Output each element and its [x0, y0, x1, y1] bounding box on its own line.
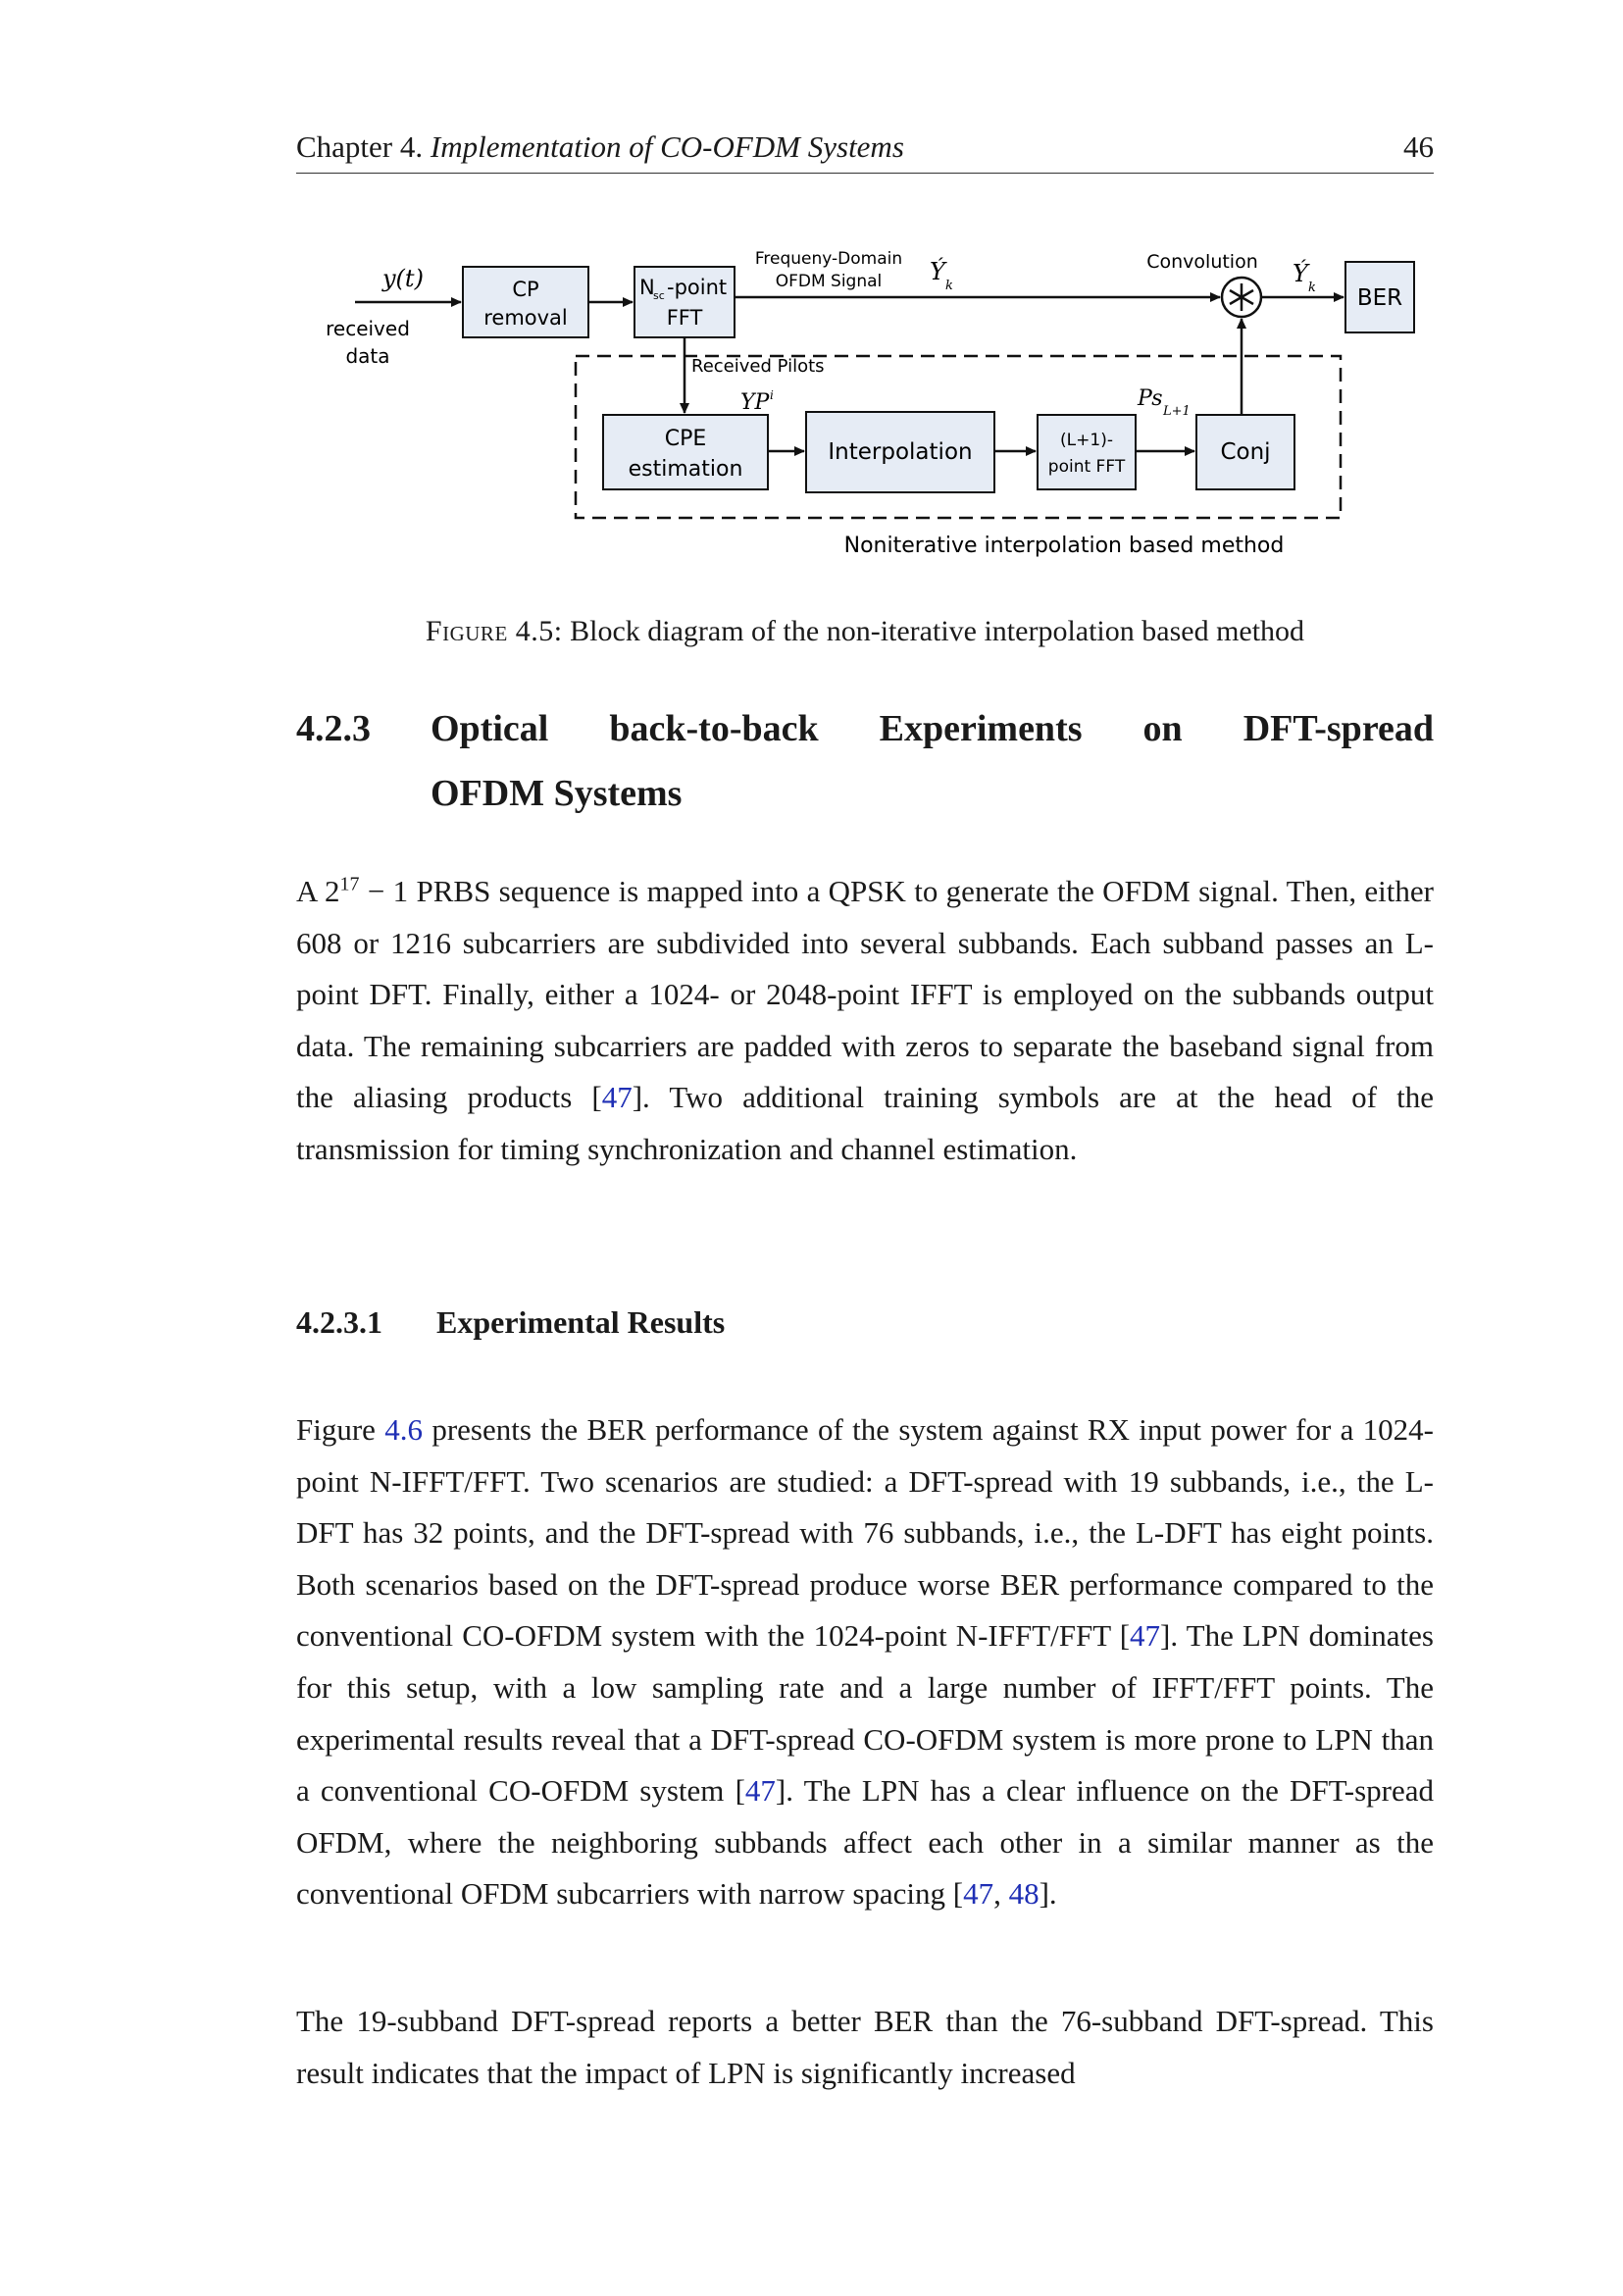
figure-ref-link[interactable]: 4.6: [384, 1412, 424, 1447]
caption-prefix: Figure 4.5:: [425, 615, 563, 647]
yp-sup: i: [770, 388, 774, 402]
received-label-line1: received: [326, 317, 410, 340]
convolution-label: Convolution: [1146, 251, 1258, 273]
y-hat-symbol-2: Ý: [1293, 260, 1308, 287]
chapter-title: Implementation of CO-OFDM Systems: [430, 129, 904, 164]
para2-text-a: Figure: [296, 1412, 385, 1447]
fft-label-line2: FFT: [666, 306, 703, 330]
cp-label-line2: removal: [483, 306, 568, 330]
paragraph-1: [296, 866, 1434, 1176]
para2-text-c: ]. The LPN dominates for this setup, with a low sampling rate and a large number of IFFT/FFT points. The experimental results reveal that a DFT-spread CO-OFDM system is more prone to LPN than a conventional CO-OFDM system [: [296, 1618, 1434, 1809]
para2-text-b: presents the BER performance of the system against RX input power for a 1024-point N-IFFT/FFT. Two scenarios are studied: a DFT-spread with 19 subbands, i.e., the L-DFT has 32 points, and the DFT-spread with 76 subbands, i.e., the L-DFT has eight points. Both scenarios based on the DFT-spread produce worse BER performance compared to the conventional CO-OFDM system with the 1024-point N-IFFT/FFT [: [296, 1412, 1435, 1654]
chapter-heading: [296, 129, 904, 165]
yp-symbol: YP: [740, 390, 770, 415]
para2-text-e: ,: [993, 1876, 1009, 1912]
cpe-label-line1: CPE: [664, 427, 707, 451]
section-title: [431, 696, 1434, 826]
section-number: 4.2.3: [296, 708, 371, 749]
para1-text-b: − 1 PRBS sequence is mapped into a QPSK to generate the OFDM signal. Then, either 608 or 1216 subcarriers are subdivided into several subbands. Each subband passes an L-point DFT. Finally, either a 1024- or 2048-point IFFT is employed on the subbands output data. The remaining subcarriers are padded with zeros to separate the baseband signal from the aliasing products [: [296, 874, 1434, 1115]
running-header: [296, 126, 1434, 174]
conj-label: Conj: [1220, 439, 1271, 465]
citation-link[interactable]: 47: [601, 1080, 633, 1115]
input-signal-label: y(t): [382, 265, 424, 292]
l-plus-1-fft-block: [1038, 415, 1136, 489]
received-label-line2: data: [345, 344, 390, 368]
para1-text-c: ]. Two additional training symbols are at the head of the transmission for timing synchronization and channel estimation.: [296, 1080, 1434, 1166]
y-hat-sub-1: k: [945, 279, 953, 293]
figure-caption: [296, 615, 1434, 648]
subsection-heading: [296, 1304, 1434, 1341]
cp-label-line1: CP: [512, 278, 539, 301]
section-title-line2: OFDM Systems: [431, 773, 683, 814]
ps-symbol: Ps: [1138, 386, 1163, 411]
paragraph-2: [296, 1404, 1434, 1920]
freq-domain-label-line2: OFDM Signal: [775, 272, 883, 291]
fft-n-label: N: [639, 276, 655, 299]
para1-text-a: A 2: [296, 874, 340, 908]
subsection-number: 4.2.3.1: [296, 1304, 382, 1340]
para2-text-f: ].: [1039, 1876, 1057, 1912]
chapter-prefix: Chapter 4.: [296, 129, 424, 164]
lfft-label-line1: (L+1)-: [1060, 431, 1113, 450]
citation-link[interactable]: 47: [1130, 1618, 1161, 1654]
subsection-title: Experimental Results: [436, 1304, 726, 1340]
page-number: 46: [1403, 129, 1434, 164]
method-region-label: Noniterative interpolation based method: [843, 534, 1285, 558]
section-heading: [296, 696, 1434, 826]
received-pilots-label: Received Pilots: [691, 356, 825, 377]
block-diagram-figure: [294, 240, 1432, 569]
citation-link[interactable]: 47: [963, 1876, 994, 1912]
citation-link[interactable]: 48: [1008, 1876, 1040, 1912]
para1-superscript: 17: [339, 873, 360, 895]
cpe-label-line2: estimation: [628, 457, 743, 482]
para2-text-d: ]. The LPN has a clear influence on the DFT-spread OFDM, where the neighboring subbands affect each other in a similar manner as the conventional OFDM subcarriers with narrow spacing [: [296, 1773, 1435, 1912]
ber-label: BER: [1356, 285, 1403, 311]
block-diagram: [294, 240, 1432, 569]
y-hat-symbol-1: Ý: [930, 258, 945, 285]
fft-suffix-label: -point: [667, 276, 728, 299]
ps-sub: L+1: [1163, 404, 1191, 419]
interpolation-label: Interpolation: [828, 439, 973, 465]
lfft-label-line2: point FFT: [1047, 457, 1126, 477]
freq-domain-label-line1: Frequeny-Domain: [754, 249, 903, 269]
fft-sub-label: sc: [653, 289, 665, 302]
caption-text: Block diagram of the non-iterative interpolation based method: [570, 615, 1305, 647]
section-title-line1: Optical back-to-back Experiments on DFT-spread: [431, 708, 1434, 749]
y-hat-sub-2: k: [1308, 281, 1316, 295]
citation-link[interactable]: 47: [744, 1773, 776, 1809]
paragraph-3: The 19-subband DFT-spread reports a better BER than the 76-subband DFT-spread. This result indicates that the impact of LPN is significantly increased: [296, 2004, 1434, 2090]
